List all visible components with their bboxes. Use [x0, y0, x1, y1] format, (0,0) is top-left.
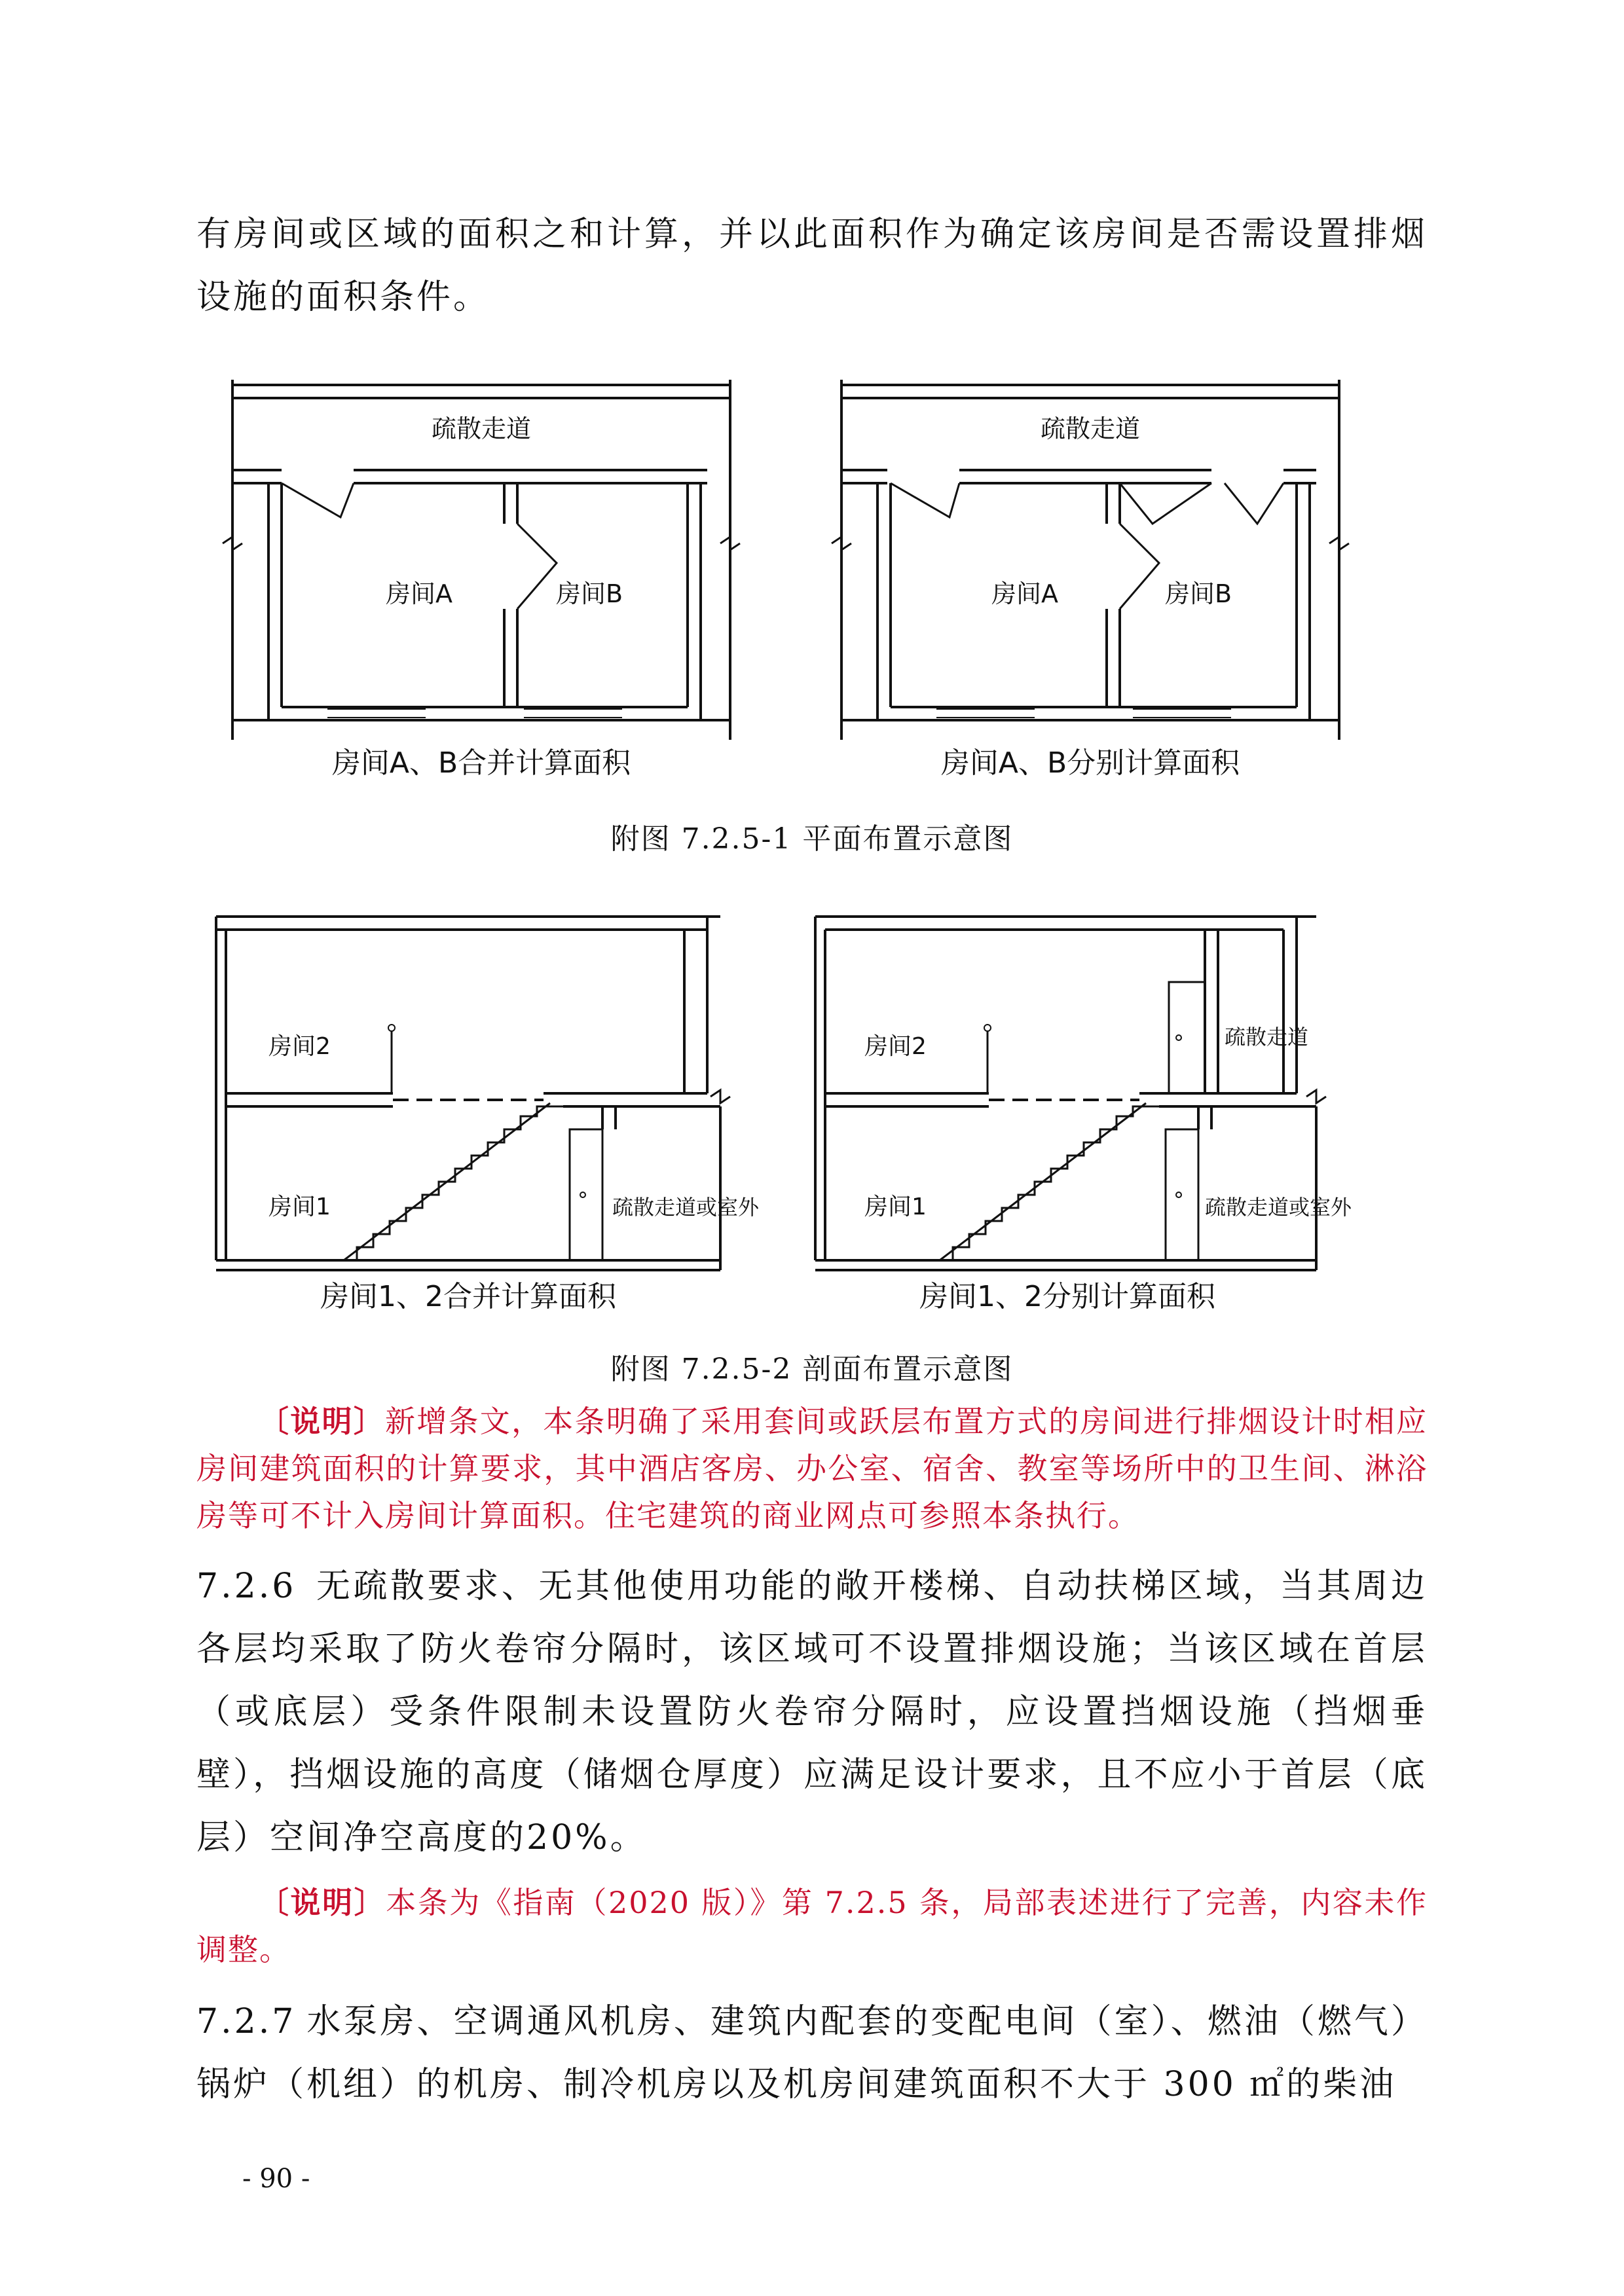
note-2-text: 本条为《指南（2020 版）》第 7.2.5 条，局部表述进行了完善，内容未作调整。 — [196, 1885, 1428, 1967]
section-right-room1-label: 房间1 — [864, 1194, 927, 1220]
page-number: - 90 - — [242, 2164, 310, 2194]
clause-7-2-7-text: 水泵房、空调通风机房、建筑内配套的变配电间（室）、燃油（燃气）锅炉（机组）的机房、制冷机房以及机房间建筑面积不大于 300 ㎡的柴油 — [196, 2002, 1428, 2104]
plan-left-corridor-label: 疏散走道 — [431, 414, 532, 443]
figure-section-layout — [0, 907, 1624, 1332]
section-right-subcaption: 房间1、2分别计算面积 — [919, 1280, 1215, 1313]
plan-right-room-a-label: 房间A — [991, 579, 1058, 608]
note-1 — [196, 1398, 1428, 1539]
plan-left-room-a-label: 房间A — [386, 579, 452, 608]
clause-7-2-7-number: 7.2.7 — [196, 2002, 297, 2041]
section-left-room2-label: 房间2 — [268, 1033, 331, 1060]
section-left-subcaption: 房间1、2合并计算面积 — [320, 1280, 616, 1313]
clause-7-2-7 — [196, 1990, 1428, 2116]
plan-right-corridor-label: 疏散走道 — [1040, 414, 1141, 443]
plan-right-room-b-label: 房间B — [1164, 579, 1232, 608]
note-1-label: 〔说明〕 — [259, 1404, 385, 1439]
clause-7-2-6 — [196, 1555, 1428, 1869]
note-2-label: 〔说明〕 — [259, 1885, 386, 1920]
clause-7-2-6-number: 7.2.6 — [196, 1567, 297, 1606]
section-right-room2-label: 房间2 — [864, 1033, 927, 1060]
section-right-exit-label: 疏散走道或室外 — [1205, 1195, 1352, 1220]
section-right-corridor-label: 疏散走道 — [1225, 1025, 1309, 1049]
figure1-caption: 附图 7.2.5-1 平面布置示意图 — [610, 822, 1014, 856]
plan-left-subcaption: 房间A、B合并计算面积 — [331, 746, 631, 780]
section-left-room1-label: 房间1 — [268, 1194, 331, 1220]
note-1-text: 新增条文，本条明确了采用套间或跃层布置方式的房间进行排烟设计时相应房间建筑面积的计算要求，其中酒店客房、办公室、宿舍、教室等场所中的卫生间、淋浴房等可不计入房间计算面积。住宅建筑的商业网点可参照本条执行。 — [196, 1404, 1428, 1533]
note-2 — [196, 1879, 1428, 1973]
plan-right-subcaption: 房间A、B分别计算面积 — [940, 746, 1240, 780]
clause-7-2-6-text: 无疏散要求、无其他使用功能的敞开楼梯、自动扶梯区域，当其周边各层均采取了防火卷帘分隔时，该区域可不设置排烟设施；当该区域在首层（或底层）受条件限制未设置防火卷帘分隔时，应设置挡烟设施（挡烟垂壁），挡烟设施的高度（储烟仓厚度）应满足设计要求，且不应小于首层（底层）空间净空高度的20%。 — [196, 1567, 1428, 1857]
section-left-exit-label: 疏散走道或室外 — [612, 1195, 760, 1220]
plan-left-room-b-label: 房间B — [555, 579, 623, 608]
figure2-caption: 附图 7.2.5-2 剖面布置示意图 — [610, 1353, 1014, 1386]
intro-paragraph: 有房间或区域的面积之和计算，并以此面积作为确定该房间是否需设置排烟设施的面积条件。 — [196, 215, 1428, 317]
figure-plan-layout — [0, 354, 1624, 812]
